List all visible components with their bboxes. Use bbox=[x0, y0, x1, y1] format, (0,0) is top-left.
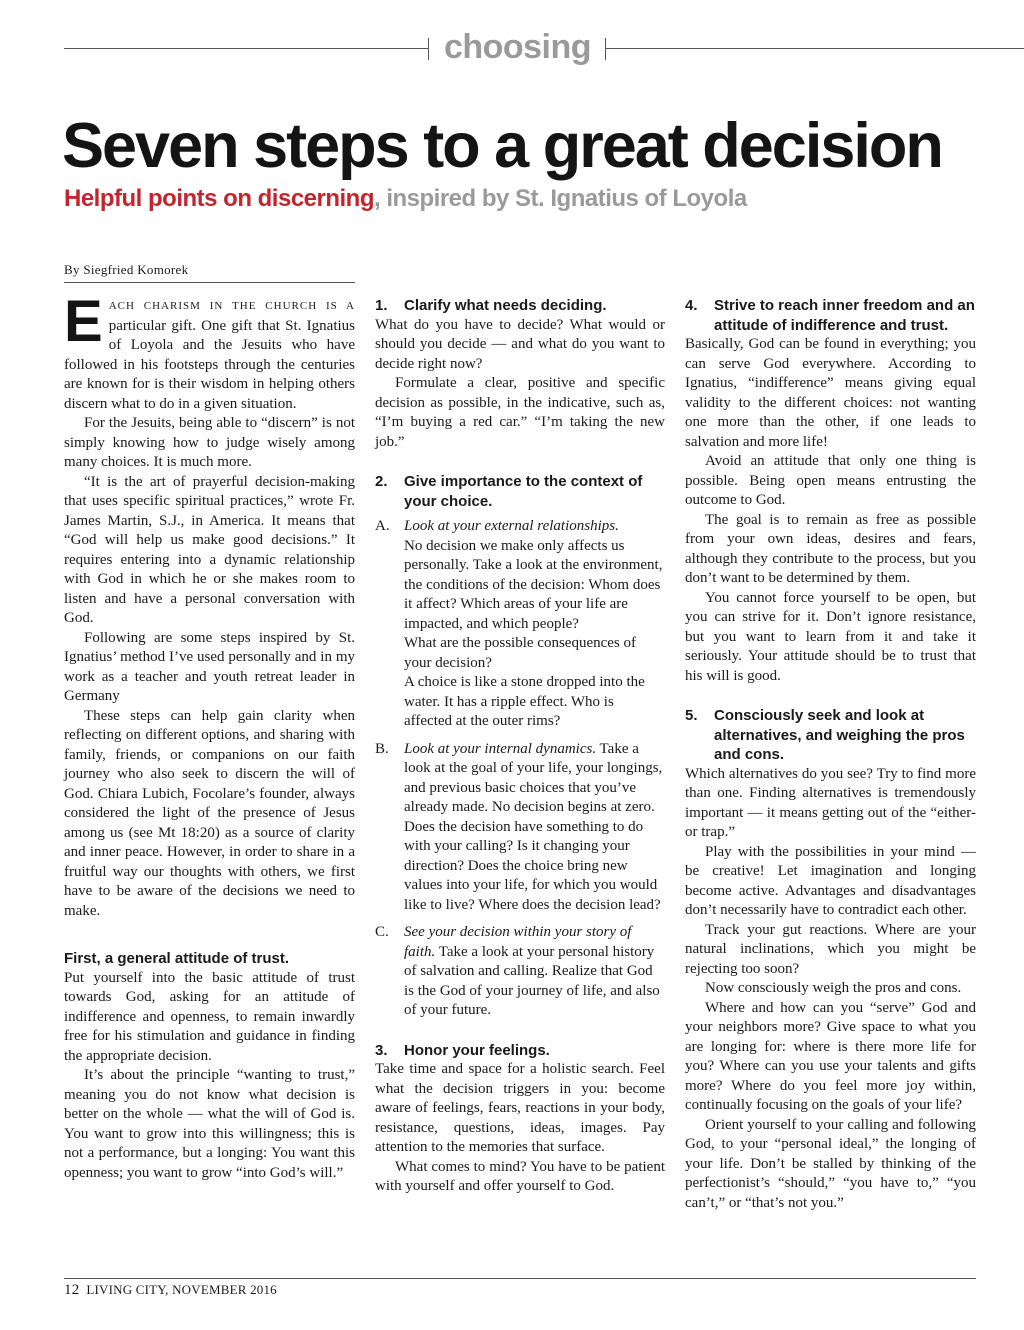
step-5-number: 5. bbox=[685, 707, 698, 724]
step-5-heading bbox=[685, 706, 976, 765]
item-extra: A choice is like a stone dropped into the water. It has a ripple effect. Who is affected at the outer rims? bbox=[404, 674, 645, 729]
byline: By Siegfried Komorek bbox=[64, 262, 189, 277]
drop-cap: E bbox=[64, 289, 103, 354]
item-title: Look at your internal dynamics. bbox=[404, 740, 597, 757]
subhead bbox=[64, 185, 1014, 213]
item-label: A. bbox=[375, 518, 390, 534]
page-number: 12 bbox=[64, 1282, 80, 1298]
footer-rule bbox=[64, 1278, 976, 1279]
column-2 bbox=[375, 296, 665, 1197]
step-5-paragraph-4: Now consciously weigh the pros and cons. bbox=[705, 980, 962, 996]
header-rule-tick-left bbox=[428, 38, 429, 60]
step-4-title: Strive to reach inner freedom and an attitude of indifference and trust. bbox=[714, 297, 975, 334]
intro-paragraph-4: Following are some steps inspired by St. Ignatius’ method I’ve used personally and in my work as a teacher and youth retreat leader in Germany bbox=[64, 629, 355, 704]
subhead-gray: inspired by St. Ignatius of Loyola bbox=[380, 185, 747, 212]
intro-paragraph-1 bbox=[64, 289, 355, 414]
first-paragraph-2: It’s about the principle “wanting to trust,” meaning you do not know what decision is better on the whole — what the will of God is. You want to grow into this willingness; this is not a performance, but a longing: You want this openness; you want to grow “into God’s will.” bbox=[64, 1067, 355, 1181]
step-3-number: 3. bbox=[375, 1041, 388, 1059]
footer bbox=[64, 1282, 277, 1299]
step-4-paragraph-1: Basically, God can be found in everything; you can serve God everywhere. According to Ignatius, “indifference” means giving equal validity to the different choices: not wanting one more than the other, if one leads to salvation and more life! bbox=[685, 336, 976, 450]
item-label: B. bbox=[375, 740, 389, 757]
subhead-comma: , bbox=[374, 185, 381, 212]
step-1-paragraph-1: What do you have to decide? What would or should you decide — and what do you want to decide right now? bbox=[375, 316, 665, 372]
step-2-title: Give importance to the context of your choice. bbox=[404, 473, 643, 510]
intro-paragraph-3: “It is the art of prayerful decision-making that uses specific spiritual practices,” wrote Fr. James Martin, S.J., in America. It means that “God will help us make good decisions.” It requires entering into a dynamic relationship with God in which he or she makes room to listen and have a personal conversation with God. bbox=[64, 473, 355, 626]
item-label: C. bbox=[375, 924, 389, 940]
step-3-paragraph-1: Take time and space for a holistic search. Feel what the decision triggers in you: become aware of feelings, fears, reactions in your body, resistance, questions, ideas, images. Pay attention to the memories that surface. bbox=[375, 1061, 665, 1155]
byline-rule bbox=[64, 282, 355, 283]
subhead-red: Helpful points on discerning bbox=[64, 185, 374, 212]
section-label: choosing bbox=[443, 28, 592, 66]
step-2-item-b bbox=[375, 740, 665, 916]
item-text: Take a look at your personal history of salvation and calling. Realize that God is the God of your journey of life, and also of your future. bbox=[404, 943, 660, 1018]
step-2-heading bbox=[375, 472, 665, 511]
column-1 bbox=[64, 289, 355, 1183]
step-4-heading bbox=[685, 296, 976, 335]
step-5-paragraph-2: Play with the possibilities in your mind — be creative! Let imagination and longing become active. Advantages and disadvantages don’t necessarily have to contradict each other. bbox=[685, 843, 976, 918]
first-paragraph-1: Put yourself into the basic attitude of trust towards God, asking for an attitude of indifference and openness, to remain inwardly free for his stimulation and guidance in finding the appropriate decision. bbox=[64, 969, 355, 1064]
intro-paragraph-5: These steps can help gain clarity when reflecting on different options, and sharing with family, friends, or companions on our faith journey who also seek to discern the will of God. Chiara Lubich, Focolare’s founder, always considered the light of the presence of Jesus among us (see Mt 18:20) as a source of clarity and inner peace. However, in order to share in a fruitful way our thoughts with others, we first have to be aware of the decisions we need to make. bbox=[64, 707, 355, 919]
step-5-paragraph-1: Which alternatives do you see? Try to find more than one. Finding alternatives is tremendously important — it means getting out of the “either-or trap.” bbox=[685, 765, 976, 840]
item-extra: Does the decision have something to do with your calling? Is it changing your direction? Does the choice bring new values into your life, for which you would like to live? Where does the decision lead? bbox=[404, 818, 661, 913]
headline: Seven steps to a great decision bbox=[62, 111, 942, 181]
publication-info: LIVING CITY, NOVEMBER 2016 bbox=[86, 1282, 277, 1297]
intro-paragraph-2: For the Jesuits, being able to “discern” is not simply knowing how to judge wisely among many choices. It is much more. bbox=[64, 415, 355, 470]
step-3-paragraph-2: What comes to mind? You have to be patient with yourself and offer yourself to God. bbox=[375, 1158, 665, 1194]
step-2-item-c bbox=[375, 923, 665, 1021]
step-4-paragraph-3: The goal is to remain as free as possible from your own ideas, desires and fears, although they contribute to the process, but you don’t want to be determined by them. bbox=[685, 511, 976, 586]
intro-lead: ACH CHARISM IN THE CHURCH IS A bbox=[108, 300, 355, 312]
step-5-paragraph-3: Track your gut reactions. Where are your natural inclinations, which you might be rejecting too soon? bbox=[685, 921, 976, 977]
step-4-paragraph-2: Avoid an attitude that only one thing is possible. Being open means entrusting the outcome to God. bbox=[685, 453, 976, 508]
column-3 bbox=[685, 296, 976, 1213]
step-4-number: 4. bbox=[685, 297, 698, 314]
step-5-paragraph-5: Where and how can you “serve” God and your neighbors more? Give space to what you are longing for: where is there more life for you? Where can you use your talents and gifts more? Where do you feel more joy within, continually focusing on the goals of your life? bbox=[685, 999, 976, 1113]
intro-p1-text: particular gift. One gift that St. Ignatius of Loyola and the Jesuits who have followed in his footsteps through the centuries are known for is their wisdom in helping others discern what to do in a given situation. bbox=[64, 317, 355, 412]
item-extra: What are the possible consequences of your decision? bbox=[404, 635, 636, 671]
header-rule-right bbox=[606, 48, 1024, 49]
step-1-heading bbox=[375, 296, 665, 316]
item-text: Take a look at the goal of your life, your longings, and previous basic choices that you’ve already made. No decision begins at zero. bbox=[404, 740, 663, 815]
item-text: No decision we make only affects us personally. Take a look at the environment, the conditions of the decision: Whom does it affect? Which areas of your life are impacted, and which people? bbox=[404, 537, 663, 632]
step-1-paragraph-2: Formulate a clear, positive and specific decision as possible, in the indicative, such as, “I’m buying a red car.” “I’m taking the new job.” bbox=[375, 375, 665, 450]
step-2-number: 2. bbox=[375, 473, 388, 490]
first-heading: First, a general attitude of trust. bbox=[64, 950, 290, 967]
header-rule-left bbox=[64, 48, 428, 49]
step-2-item-a bbox=[375, 517, 665, 732]
step-3-heading bbox=[375, 1041, 665, 1061]
step-1-number: 1. bbox=[375, 297, 388, 314]
step-3-title: Honor your feelings. bbox=[404, 1041, 550, 1059]
step-1-title: Clarify what needs deciding. bbox=[404, 297, 607, 314]
step-4-paragraph-4: You cannot force yourself to be open, but you can strive for it. Don’t ignore resistance, but you want to learn from it and take it seriously. Your attitude should be to trust that his will is good. bbox=[685, 589, 976, 684]
header-rule-tick-right bbox=[605, 38, 606, 60]
step-5-title: Consciously seek and look at alternatives, and weighing the pros and cons. bbox=[714, 707, 965, 763]
item-title: Look at your external relationships. bbox=[404, 518, 619, 534]
item-title: See your decision within your story of faith. bbox=[404, 924, 632, 960]
step-5-paragraph-6: Orient yourself to your calling and following God, to your “personal ideal,” the longing of your life. Don’t be stalled by thinking of the perfectionist’s “should,” “you have to,” “you can’t,” or “that’s not you.” bbox=[685, 1116, 976, 1211]
